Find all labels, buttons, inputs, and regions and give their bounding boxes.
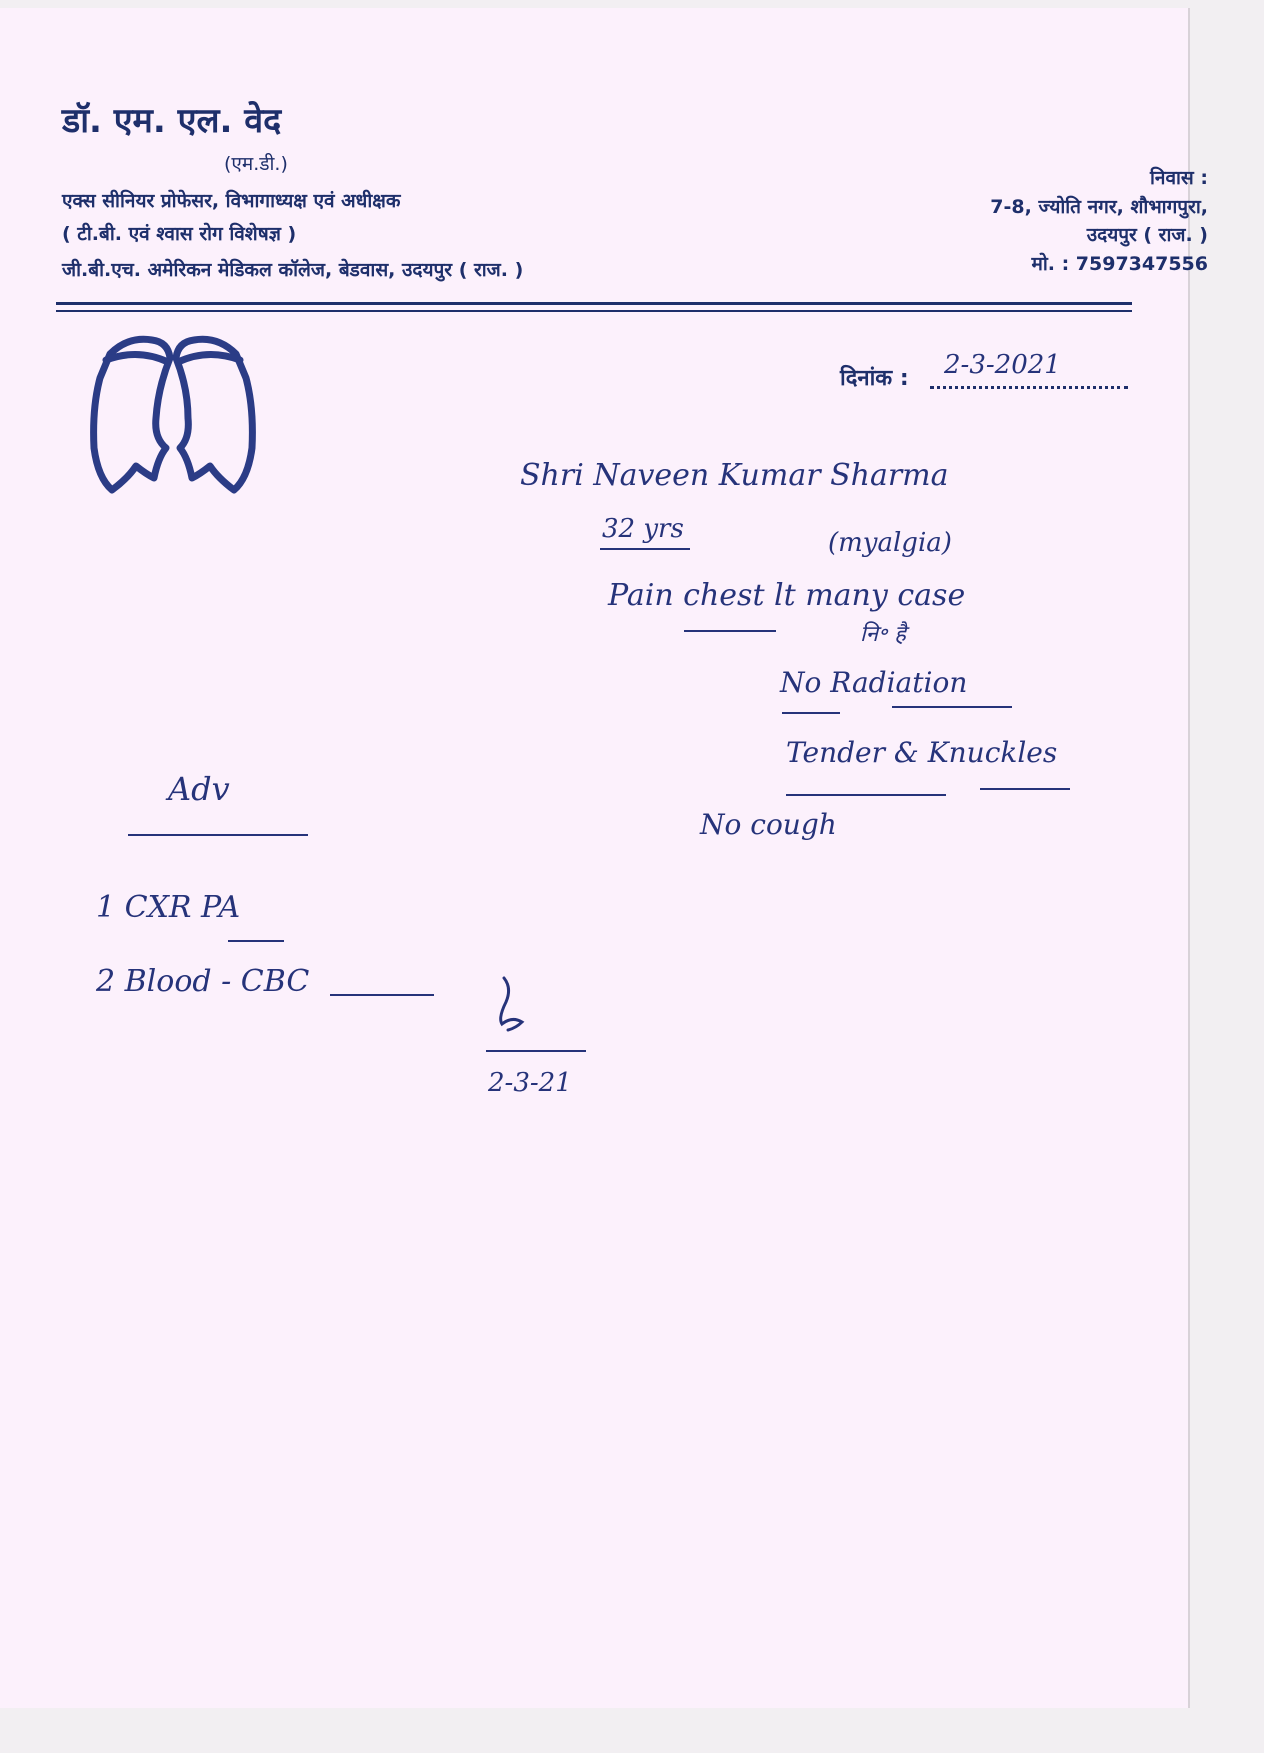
doctor-degree: (एम.डी.) (224, 153, 288, 175)
finding2-underline-b (980, 788, 1070, 790)
residence-label: निवास : (1149, 167, 1208, 189)
college-line: जी.बी.एच. अमेरिकन मेडिकल कॉलेज, बेडवास, उदयपुर ( राज. ) (62, 259, 524, 281)
chief-complaint: Pain chest lt many case (608, 578, 966, 613)
history-note: (myalgia) (828, 528, 952, 558)
advice-heading: Adv (168, 770, 230, 808)
date-label: दिनांक : (840, 366, 909, 391)
doctor-designation: एक्स सीनियर प्रोफेसर, विभागाध्यक्ष एवं अधीक्षक (62, 190, 401, 212)
address-line-2: उदयपुर ( राज. ) (1086, 224, 1208, 246)
date-value: 2-3-2021 (944, 350, 1061, 380)
advice-item: 1 CXR PA (96, 890, 241, 925)
advice-item: 2 Blood - CBC (96, 964, 310, 999)
complaint-underline (684, 630, 776, 632)
advice-item-2-underline (330, 994, 434, 996)
header-divider-thin (56, 310, 1132, 312)
complaint-sub: नि॰ है (860, 622, 906, 647)
signature-date: 2-3-21 (488, 1068, 572, 1098)
phone-number: मो. : 7597347556 (1031, 252, 1208, 275)
date-dotted-line (930, 386, 1128, 389)
finding1-underline-b (892, 706, 1012, 708)
finding1-underline-a (782, 712, 840, 714)
signature-underline (486, 1050, 586, 1052)
signature (482, 972, 572, 1052)
finding-radiation: No Radiation (780, 666, 968, 699)
doctor-specialty: ( टी.बी. एवं श्वास रोग विशेषज्ञ ) (62, 223, 297, 245)
finding-tender: Tender & Knuckles (786, 736, 1058, 769)
advice-underline (128, 834, 308, 836)
doctor-name: डॉ. एम. एल. वेद (62, 101, 282, 141)
address-line-1: 7-8, ज्योति नगर, शौभागपुरा, (990, 195, 1208, 218)
finding-cough: No cough (700, 808, 837, 841)
residence-block (788, 164, 1208, 278)
finding2-underline-a (786, 794, 946, 796)
patient-age: 32 yrs (602, 514, 684, 544)
header-divider-thick (56, 302, 1132, 305)
advice-item-1-underline (228, 940, 284, 942)
patient-name: Shri Naveen Kumar Sharma (520, 458, 949, 493)
age-underline (600, 548, 690, 550)
lungs-icon (88, 328, 258, 500)
